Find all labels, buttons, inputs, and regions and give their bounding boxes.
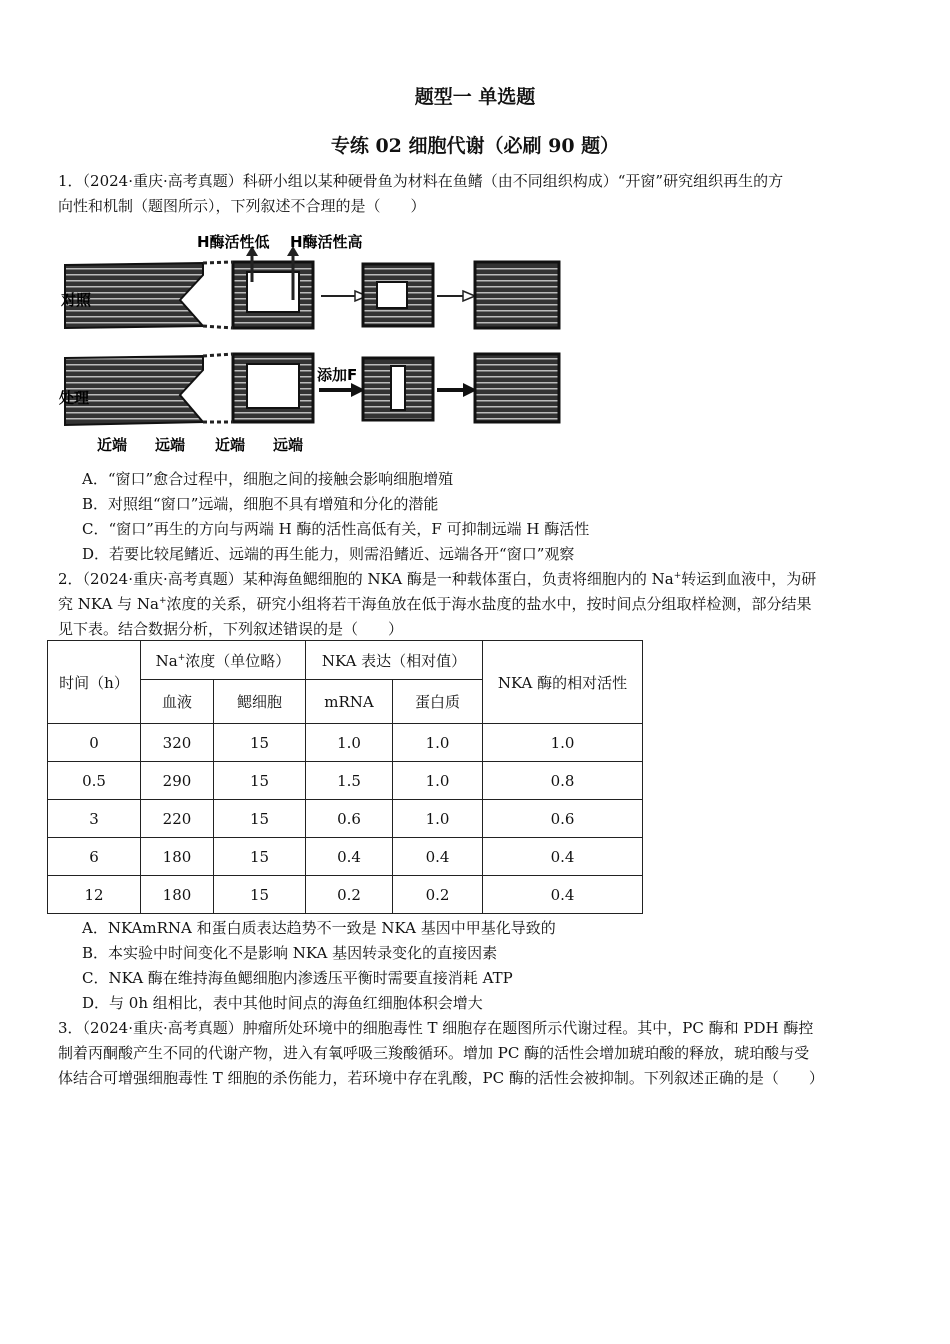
q3-stem-line2: 制着丙酮酸产生不同的代谢产物，进入有氧呼吸三羧酸循环。增加 PC 酶的活性会增加琥珀酸的释放，琥珀酸与受 [58,1044,810,1062]
q2-stem [58,567,894,642]
q2-stem-line3: 见下表。结合数据分析，下列叙述错误的是（ ） [58,620,404,638]
label-near-1: 近端 [97,436,128,454]
text-segment: Na [155,651,178,670]
table-cell: 15 [214,724,306,762]
table-cell: 0.5 [48,762,141,800]
table-cell: 0.8 [483,762,643,800]
control-arrow-2 [463,291,475,301]
th-time: 时间（h） [48,641,141,724]
q3-stem [58,1016,894,1091]
th-protein: 蛋白质 [393,680,483,724]
table-cell: 1.5 [306,762,393,800]
table-cell: 290 [141,762,214,800]
table-cell: 15 [214,800,306,838]
q1-stem [58,169,894,219]
table-row [48,724,643,762]
sub-title: 专练 02 细胞代谢（必刷 90 题） [330,135,620,157]
table-cell: 15 [214,762,306,800]
q2-stem-line2 [58,592,894,617]
q1-stem-line1: 1．（2024·重庆·高考真题）科研小组以某种硬骨鱼为材料在鱼鳍（由不同组织构成）“开窗”研究组织再生的方 [58,172,784,190]
table-row [48,800,643,838]
q1-option-c: C．“窗口”再生的方向与两端 H 酶的活性高低有关，F 可抑制远端 H 酶活性 [82,520,590,538]
th-mrna: mRNA [306,680,393,724]
table-cell: 0.2 [393,876,483,914]
table-cell: 1.0 [393,724,483,762]
th-nka-expression: NKA 表达（相对值） [306,641,483,680]
text-segment: 究 NKA 与 Na [58,595,159,613]
table-cell: 6 [48,838,141,876]
label-control: 对照 [61,291,92,309]
label-h-high: H酶活性高 [290,233,363,251]
table-cell: 0.4 [483,838,643,876]
nka-data-table [47,640,643,914]
text-segment: 浓度的关系，研究小组将若干海鱼放在低于海水盐度的盐水中，按时间点分组取样检测，部分结果 [166,595,812,613]
superscript-plus: + [673,571,682,581]
text-segment: 转运到血液中，为研 [681,570,817,588]
superscript-plus: + [177,652,186,663]
table-cell: 180 [141,838,214,876]
table-cell: 1.0 [393,762,483,800]
q2-option-a: A．NKAmRNA 和蛋白质表达趋势不一致是 NKA 基因中甲基化导致的 [82,919,556,937]
table-cell: 180 [141,876,214,914]
th-na-concentration [141,641,306,680]
table-row [48,838,643,876]
q2-option-c: C．NKA 酶在维持海鱼鳃细胞内渗透压平衡时需要直接消耗 ATP [82,969,513,987]
table-cell: 220 [141,800,214,838]
superscript-plus: + [158,596,167,606]
section-title: 题型一 单选题 [414,86,536,108]
table-cell: 15 [214,876,306,914]
table-cell: 0.2 [306,876,393,914]
q1-option-d: D．若要比较尾鳍近、远端的再生能力，则需沿鳍近、远端各开“窗口”观察 [82,545,575,563]
q1-stem-line2: 向性和机制（题图所示），下列叙述不合理的是（ ） [58,197,426,215]
q1-option-b: B．对照组“窗口”远端，细胞不具有增殖和分化的潜能 [82,495,439,513]
q3-stem-line1: 3．（2024·重庆·高考真题）肿瘤所处环境中的细胞毒性 T 细胞存在题图所示代谢过程。其中，PC 酶和 PDH 酶控 [58,1019,814,1037]
label-far-1: 远端 [155,436,186,454]
q3-stem-line3: 体结合可增强细胞毒性 T 细胞的杀伤能力，若环境中存在乳酸，PC 酶的活性会被抑制。下列叙述正确的是（ ） [58,1069,824,1087]
text-segment: 浓度（单位略） [185,651,291,670]
label-near-2: 近端 [215,436,246,454]
table-cell: 1.0 [393,800,483,838]
th-nka-activity: NKA 酶的相对活性 [483,641,643,724]
table-cell: 320 [141,724,214,762]
table-cell: 1.0 [306,724,393,762]
table-row [48,876,643,914]
q1-option-a: A．“窗口”愈合过程中，细胞之间的接触会影响细胞增殖 [82,470,454,488]
control-regen-image [475,262,559,328]
th-gill-cell: 鳃细胞 [214,680,306,724]
table-cell: 0.4 [306,838,393,876]
treat-regen-image [475,354,559,422]
q2-option-d: D．与 0h 组相比，表中其他时间点的海鱼红细胞体积会增大 [82,994,483,1012]
table-cell: 0.4 [393,838,483,876]
label-h-low: H酶活性低 [197,233,270,251]
table-cell: 0.4 [483,876,643,914]
table-cell: 12 [48,876,141,914]
table-cell: 0 [48,724,141,762]
label-far-2: 远端 [273,436,304,454]
label-treat: 处理 [59,389,90,407]
q2-option-b: B．本实验中时间变化不是影响 NKA 基因转录变化的直接因素 [82,944,498,962]
table-row [48,762,643,800]
q2-stem-line1 [58,567,894,592]
label-add-f: 添加F [317,366,358,384]
th-blood: 血液 [141,680,214,724]
table-cell: 0.6 [306,800,393,838]
text-segment: 2．（2024·重庆·高考真题）某种海鱼鳃细胞的 NKA 酶是一种载体蛋白，负责将细胞内的 Na [58,570,674,588]
table-cell: 3 [48,800,141,838]
table-cell: 15 [214,838,306,876]
q1-figure [55,230,565,458]
table-cell: 0.6 [483,800,643,838]
table-cell: 1.0 [483,724,643,762]
